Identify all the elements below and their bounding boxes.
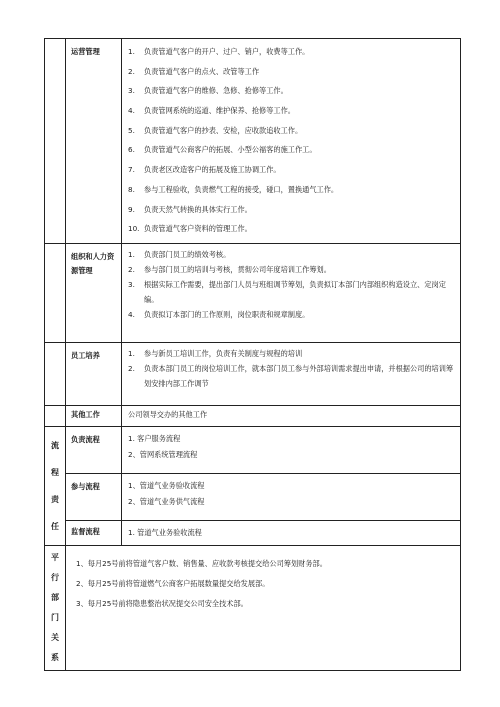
list-item (128, 140, 454, 160)
item-text: 负责管道气客户的维修、急修、抢修等工作。 (144, 86, 288, 96)
item-text: 负责拟订本部门的工作原则，岗位职责和规章制度。 (144, 309, 310, 319)
process-line: 1. 客户服务流程 (128, 433, 181, 443)
process-label (45, 426, 66, 545)
process-label-char: 任 (51, 521, 59, 531)
row-parallel (45, 545, 461, 670)
process-label-char: 流 (51, 440, 59, 450)
list-item (128, 62, 454, 82)
list-item (128, 346, 454, 361)
list-item (128, 247, 454, 262)
blank-cell (45, 243, 66, 342)
list-item (128, 307, 454, 322)
process-label-char: 责 (51, 494, 59, 504)
item-number: 9. (128, 204, 135, 214)
item-text: 负责部门员工的绩效考核。 (144, 249, 231, 259)
category-training: 员工培养 (66, 342, 122, 405)
parallel-item: 2、每月25号前将管道燃气公商客户拓展数量提交给发展部。 (76, 578, 270, 588)
process-line: 2、管网系统管理流程 (128, 449, 198, 459)
operations-items-cell (122, 39, 461, 244)
item-text: 负责管道气公商客户的拓展、小型公福客的施工作工。 (144, 145, 317, 155)
supervise-process-cell (122, 520, 461, 545)
item-number: 3. (128, 86, 135, 96)
item-text: 负责本部门员工的岗位培训工作，就本部门员工参与外部培训需求提出申请，并根据公司的培训筹划安排内部工作调节 (144, 363, 454, 388)
parallel-item: 3、每月25号前将隐患整治状况提交公司安全技术部。 (76, 598, 248, 608)
parallel-label-char: 平 (51, 552, 59, 562)
process-line: 1、管道气业务验收流程 (128, 480, 205, 490)
item-number: 8. (128, 184, 135, 194)
responsible-process-cell (122, 426, 461, 473)
item-number: 7. (128, 165, 135, 175)
hr-items-cell (122, 243, 461, 342)
item-number: 10. (128, 224, 140, 234)
row-process-responsible (45, 426, 461, 473)
parallel-relations-cell (66, 545, 461, 670)
list-item (128, 219, 454, 239)
category-hr: 组织和人力资源管理 (66, 243, 122, 342)
training-items-cell (122, 342, 461, 405)
parallel-label-char: 关 (51, 632, 59, 642)
category-responsible-process: 负责流程 (66, 426, 122, 473)
list-item (128, 361, 454, 391)
process-line: 1. 管道气业务验收流程 (128, 527, 202, 537)
row-process-supervise (45, 520, 461, 545)
parallel-label-char: 行 (51, 572, 59, 582)
other-text: 公司领导交办的其他工作 (122, 405, 461, 426)
item-text: 负责管道气客户的点火、改管等工作 (144, 66, 260, 76)
blank-cell (45, 405, 66, 426)
parallel-label-char: 门 (51, 612, 59, 622)
item-text: 负责管道气客户资料的管理工作。 (144, 224, 252, 234)
category-other: 其他工作 (66, 405, 122, 426)
item-number: 2. (128, 66, 135, 76)
item-number: 4. (128, 309, 135, 319)
responsibility-table (44, 38, 461, 671)
item-text: 负责天然气转换的具体实行工作。 (144, 204, 252, 214)
parallel-label (45, 545, 66, 670)
item-text: 负责管道气客户的抄表、安检，应收款追收工作。 (144, 125, 303, 135)
item-number: 6. (128, 145, 135, 155)
item-number: 5. (128, 125, 135, 135)
list-item (128, 81, 454, 101)
parallel-label-char: 系 (51, 652, 59, 662)
item-number: 1. (128, 47, 135, 56)
list-item (128, 42, 454, 62)
row-other (45, 405, 461, 426)
category-operations: 运营管理 (66, 39, 122, 244)
process-label-char: 程 (51, 467, 59, 477)
operations-list (122, 39, 460, 243)
category-participate-process: 参与流程 (66, 473, 122, 520)
item-text: 负责管网系统的巡道、维护保养、抢修等工作。 (144, 106, 295, 116)
category-supervise-process: 监督流程 (66, 520, 122, 545)
parallel-item: 1、每月25号前将管道气客户数、销售量、应收款考核提交给公司筹划财务部。 (76, 558, 327, 568)
item-text: 负责老区改造客户的拓展及施工协调工作。 (144, 165, 281, 175)
list-item (128, 101, 454, 121)
row-training (45, 342, 461, 405)
list-item (128, 200, 454, 220)
process-line: 2、管道气业务供气流程 (128, 496, 205, 506)
row-operations (45, 39, 461, 244)
hr-list (122, 244, 460, 326)
item-number: 4. (128, 106, 135, 116)
blank-cell (45, 39, 66, 244)
list-item (128, 277, 454, 307)
item-number: 1. (128, 348, 135, 358)
item-number: 2. (128, 264, 135, 274)
participate-process-cell (122, 473, 461, 520)
item-text: 参与新员工培训工作，负责有关制度与规程的培训 (144, 348, 303, 358)
parallel-list (66, 546, 460, 622)
list-item (128, 262, 454, 277)
training-list (122, 343, 460, 395)
list-item (128, 121, 454, 141)
item-text: 负责管道气客户的开户、过户、销户，收费等工作。 (144, 47, 310, 56)
item-text: 参与部门员工的培训与考核，贯彻公司年度培训工作筹划。 (144, 264, 331, 274)
item-number: 3. (128, 279, 135, 289)
parallel-label-char: 部 (51, 592, 59, 602)
row-process-participate (45, 473, 461, 520)
item-number: 1. (128, 249, 135, 259)
blank-cell (45, 342, 66, 405)
list-item (128, 160, 454, 180)
item-text: 参与工程验收，负责燃气工程的接受，碰口，置换通气工作。 (144, 184, 339, 194)
item-text: 根据实际工作需要，提出部门人员与班组调节筹划，负责拟订本部门内部组织构造设立、定岗定编。 (144, 279, 446, 304)
item-number: 2. (128, 363, 135, 373)
list-item (128, 180, 454, 200)
row-hr (45, 243, 461, 342)
